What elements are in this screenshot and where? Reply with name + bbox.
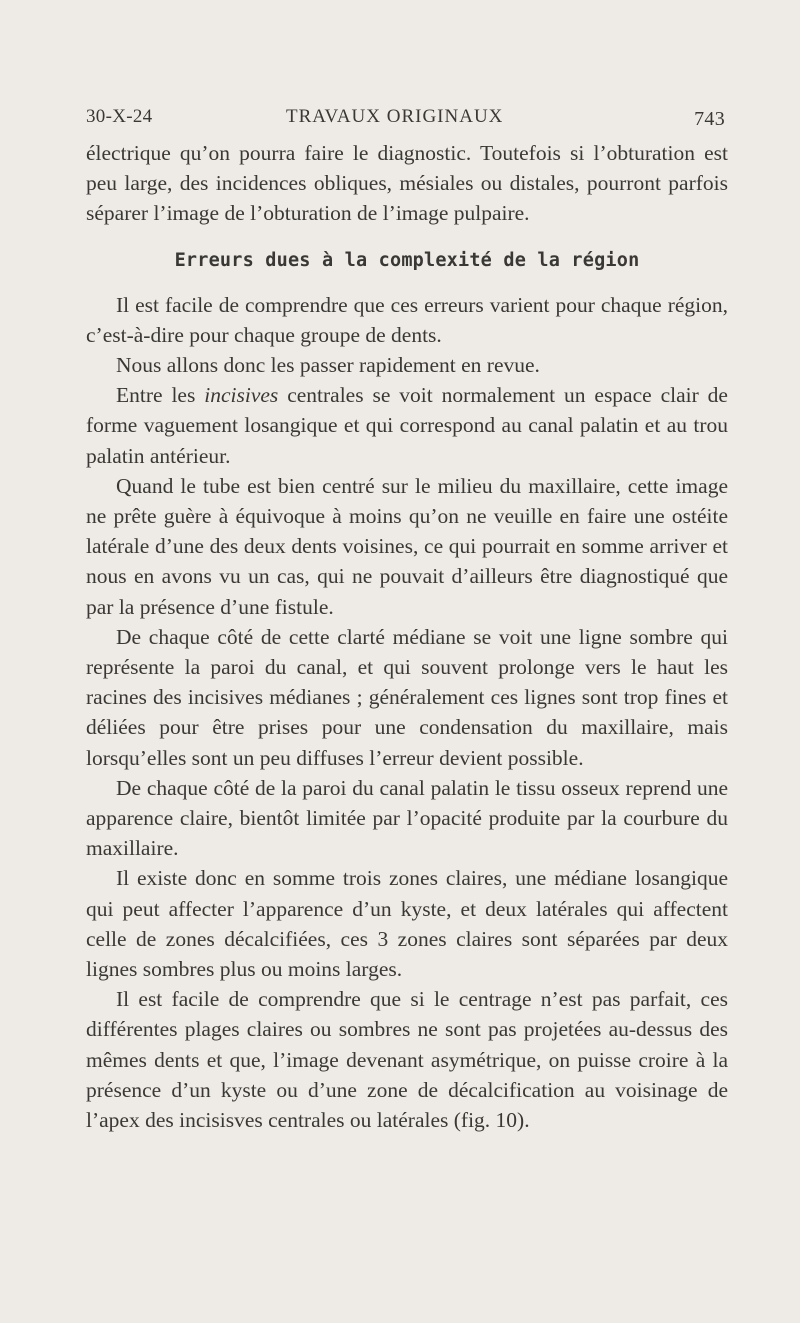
page-number: 743 [694,108,725,130]
header-section-title: TRAVAUX ORIGINAUX [286,106,504,127]
emphasized-term: incisives [204,383,279,408]
paragraph-continued: électrique qu’on pourra faire le diagnostic. Toutefois si l’obturation est peu large, des incidences obliques, mésiales ou distales, pourront parfois séparer l’image de l’obturation de l’image pulpaire. [86,141,728,226]
running-head [86,106,725,136]
paragraph: De chaque côté de cette clarté médiane se voit une ligne sombre qui représente la paroi du canal, et qui souvent prolonge vers le haut les racines des incisives médianes ; généralement ces lignes sont trop fines et déliées pour être prises pour une condensation du maxillaire, mais lorsqu’elles sont un peu diffuses l’erreur devient possible. [86,624,728,770]
paragraph: Quand le tube est bien centré sur le milieu du maxillaire, cette image ne prête guère à équivoque à moins qu’on ne veuille en faire une ostéite latérale d’une des deux dents voisines, ce qui pourrait en somme arriver et nous en avons vu un cas, qui ne pouvait d’ailleurs être diagnostiqué que par la présence d’une fistule. [86,473,728,619]
body-text [86,138,728,1135]
paragraph-text: Entre les [116,383,205,408]
section-heading: Erreurs dues à la complexité de la région [174,249,640,271]
paragraph: Il est facile de comprendre que ces erreurs varient pour chaque région, c’est-à-dire pour chaque groupe de dents. [86,292,728,347]
header-date: 30-X-24 [86,106,153,127]
paragraph [86,380,728,471]
paragraph: De chaque côté de la paroi du canal palatin le tissu osseux reprend une apparence claire, bientôt limitée par l’opacité produite par la courbure du maxillaire. [86,775,728,861]
paragraph: Il existe donc en somme trois zones claires, une médiane losangique qui peut affecter l’apparence d’un kyste, et deux latérales qui affectent celle de zones décalcifiées, ces 3 zones claires sont séparées par deux lignes sombres plus ou moins larges. [86,866,728,982]
paragraph-text: centrales se voit normalement un espace clair de forme vaguement losangique et qui correspond au canal palatin et au trou palatin antérieur. [86,383,728,468]
paragraph: Il est facile de comprendre que si le centrage n’est pas parfait, ces différentes plages claires ou sombres ne sont pas projetées au-dessus des mêmes dents et que, l’image devenant asymétrique, on puisse croire à la présence d’un kyste ou d’une zone de décalcification au voisinage de l’apex des incisisves centrales ou latérales (fig. 10). [86,987,728,1133]
paragraph: Nous allons donc les passer rapidement en revue. [116,353,540,378]
